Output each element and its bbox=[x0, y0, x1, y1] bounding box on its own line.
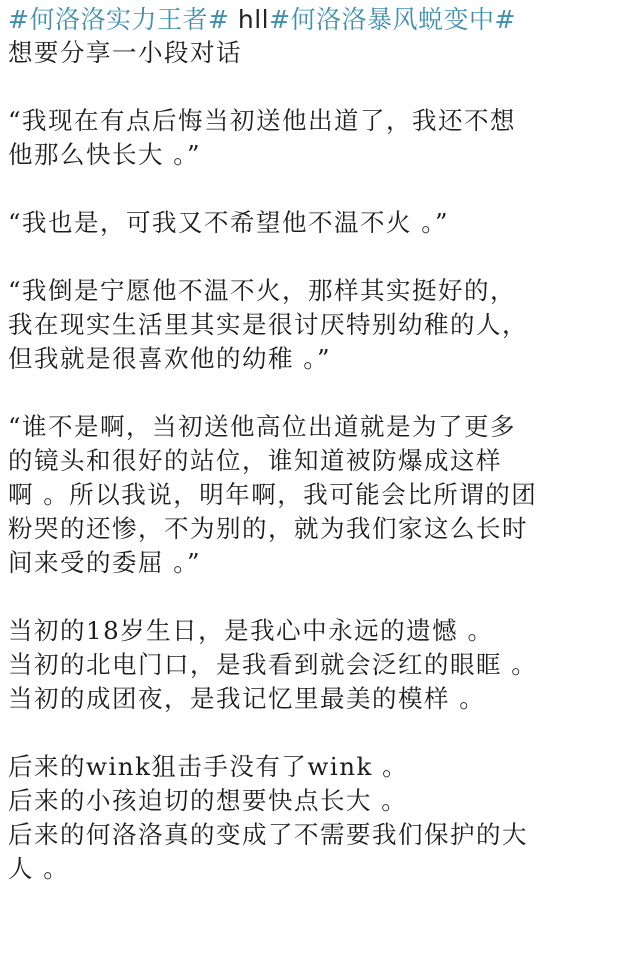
text-line: 人 。 bbox=[8, 854, 70, 883]
text-line: 后来的何洛洛真的变成了不需要我们保护的大 bbox=[8, 820, 528, 849]
text-line: 他那么快长大 。” bbox=[8, 140, 202, 169]
text-line: 但我就是很喜欢他的幼稚 。” bbox=[8, 344, 332, 373]
text-line: 当初的18岁生日，是我心中永远的遗憾 。 bbox=[8, 616, 494, 645]
dialogue-3 bbox=[8, 274, 634, 376]
post-body bbox=[8, 4, 634, 886]
hashtag-link[interactable]: #何洛洛实力王者# bbox=[8, 5, 230, 34]
paragraph-gap bbox=[8, 240, 634, 274]
afterwards-block bbox=[8, 750, 634, 886]
text-line: “我倒是宁愿他不温不火，那样其实挺好的， bbox=[8, 276, 517, 305]
plain-tag-text: hll bbox=[229, 5, 270, 34]
text-line: 当初的北电门口，是我看到就会泛红的眼眶 。 bbox=[8, 650, 538, 679]
dialogue-4 bbox=[8, 410, 634, 580]
dialogue-1 bbox=[8, 104, 634, 172]
text-line: 间来受的委屈 。” bbox=[8, 548, 202, 577]
hashtag-link[interactable]: #何洛洛暴风蜕变中# bbox=[269, 5, 516, 34]
text-line: 后来的wink狙击手没有了wink 。 bbox=[8, 752, 409, 781]
paragraph-gap bbox=[8, 580, 634, 614]
text-line: “我现在有点后悔当初送他出道了，我还不想 bbox=[8, 106, 517, 135]
text-line: “我也是，可我又不希望他不温不火 。” bbox=[8, 208, 450, 237]
text-line: 我在现实生活里其实是很讨厌特别幼稚的人， bbox=[8, 310, 528, 339]
text-line: 后来的小孩迫切的想要快点长大 。 bbox=[8, 786, 408, 815]
text-line: 啊 。所以我说，明年啊，我可能会比所谓的团 bbox=[8, 480, 538, 509]
paragraph-gap bbox=[8, 376, 634, 410]
dialogue-2 bbox=[8, 206, 634, 240]
memories-block bbox=[8, 614, 634, 716]
paragraph-gap bbox=[8, 716, 634, 750]
text-line: 当初的成团夜，是我记忆里最美的模样 。 bbox=[8, 684, 486, 713]
paragraph-gap bbox=[8, 70, 634, 104]
text-line: 的镜头和很好的站位，谁知道被防爆成这样 bbox=[8, 446, 502, 475]
text-line: 粉哭的还惨，不为别的，就为我们家这么长时 bbox=[8, 514, 528, 543]
paragraph-gap bbox=[8, 172, 634, 206]
text-line: “谁不是啊，当初送他高位出道就是为了更多 bbox=[8, 412, 517, 441]
hashtag-row bbox=[8, 4, 634, 36]
intro-text: 想要分享一小段对话 bbox=[8, 38, 242, 67]
